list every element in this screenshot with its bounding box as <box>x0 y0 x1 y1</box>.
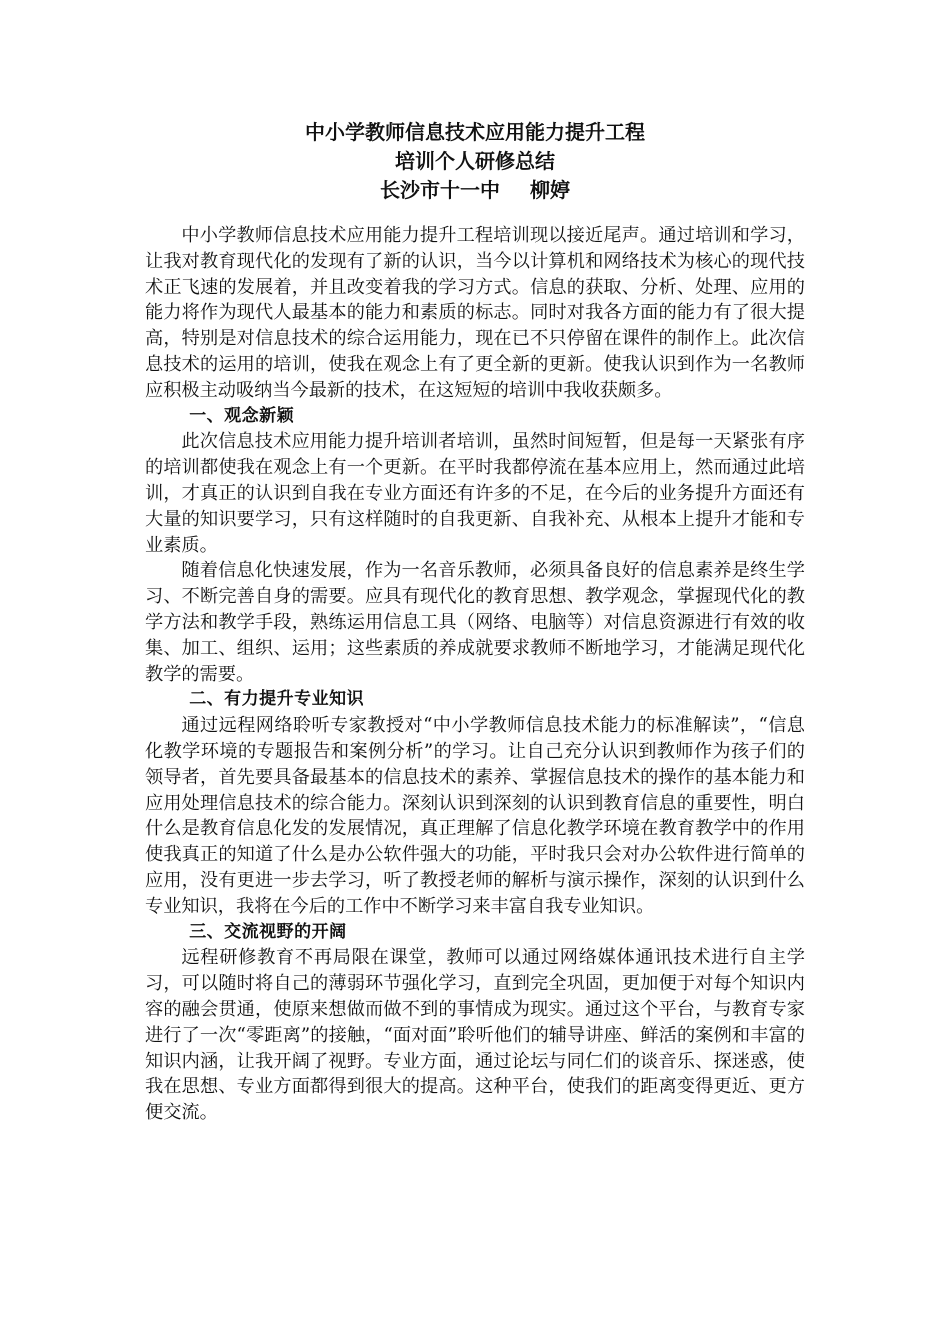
author-line <box>145 176 805 205</box>
author-school: 长沙市十一中 <box>380 178 500 202</box>
document-subtitle: 培训个人研修总结 <box>395 149 555 173</box>
section-heading-2: 二、有力提升专业知识 <box>189 689 365 710</box>
section-1-paragraph-1: 此次信息技术应用能力提升培训者培训，虽然时间短暂，但是每一天紧张有序的培训都使我在观念上有一个更新。在平时我都停流在基本应用上，然而通过此培训，才真正的认识到自我在专业方面还有许多的不足，在今后的业务提升方面还有大量的知识要学习，只有这样随时的自我更新、自我补充、从根本上提升才能和专业素质。 <box>145 431 805 556</box>
title-block <box>145 118 805 205</box>
intro-paragraph: 中小学教师信息技术应用能力提升工程培训现以接近尾声。通过培训和学习，让我对教育现代化的发现有了新的认识，当今以计算机和网络技术为核心的现代技术正飞速的发展着，并且改变着我的学习方式。信息的获取、分析、处理、应用的能力将作为现代人最基本的能力和素质的标志。同时对我各方面的能力有了很大提高，特别是对信息技术的综合运用能力，现在已不只停留在课件的制作上。此次信息技术的运用的培训，使我在观念上有了更全新的更新。使我认识到作为一名教师应积极主动吸纳当今最新的技术，在这短短的培训中我收获颇多。 <box>145 225 805 401</box>
section-2-paragraph: 通过远程网络聆听专家教授对“中小学教师信息技术能力的标准解读”，“信息化教学环境的专题报告和案例分析”的学习。让自己充分认识到教师作为孩子们的领导者，首先要具备最基本的信息技术的素养、掌握信息技术的操作的基本能力和应用处理信息技术的综合能力。深刻认识到深刻的认识到教育信息的重要性，明白什么是教育信息化发的发展情况，真正理解了信息化教学环境在教育教学中的作用使我真正的知道了什么是办公软件强大的功能，平时我只会对办公软件进行简单的应用，没有更进一步去学习，听了教授老师的解析与演示操作，深刻的认识到什么专业知识，我将在今后的工作中不断学习来丰富自我专业知识。 <box>145 715 805 917</box>
section-heading-1: 一、观念新颖 <box>189 405 295 426</box>
section-1-paragraph-2: 随着信息化快速发展，作为一名音乐教师，必须具备良好的信息素养是终生学习、不断完善自身的需要。应具有现代化的教育思想、教学观念，掌握现代化的教学方法和教学手段，熟练运用信息工具（网络、电脑等）对信息资源进行有效的收集、加工、组织、运用；这些素质的养成就要求教师不断地学习，才能满足现代化教学的需要。 <box>145 560 805 685</box>
section-3-paragraph: 远程研修教育不再局限在课堂，教师可以通过网络媒体通讯技术进行自主学习，可以随时将自己的薄弱环节强化学习，直到完全巩固，更加便于对每个知识内容的融会贯通，使原来想做而做不到的事情成为现实。通过这个平台，与教育专家进行了一次“零距离”的接触，“面对面”聆听他们的辅导讲座、鲜活的案例和丰富的知识内涵，让我开阔了视野。专业方面，通过论坛与同仁们的谈音乐、探迷惑，使我在思想、专业方面都得到很大的提高。这种平台，使我们的距离变得更近、更方便交流。 <box>145 947 805 1124</box>
section-heading-3: 三、交流视野的开阔 <box>189 921 347 942</box>
document-body <box>145 223 805 1126</box>
author-name: 柳婷 <box>530 178 570 202</box>
document-title: 中小学教师信息技术应用能力提升工程 <box>305 120 645 144</box>
